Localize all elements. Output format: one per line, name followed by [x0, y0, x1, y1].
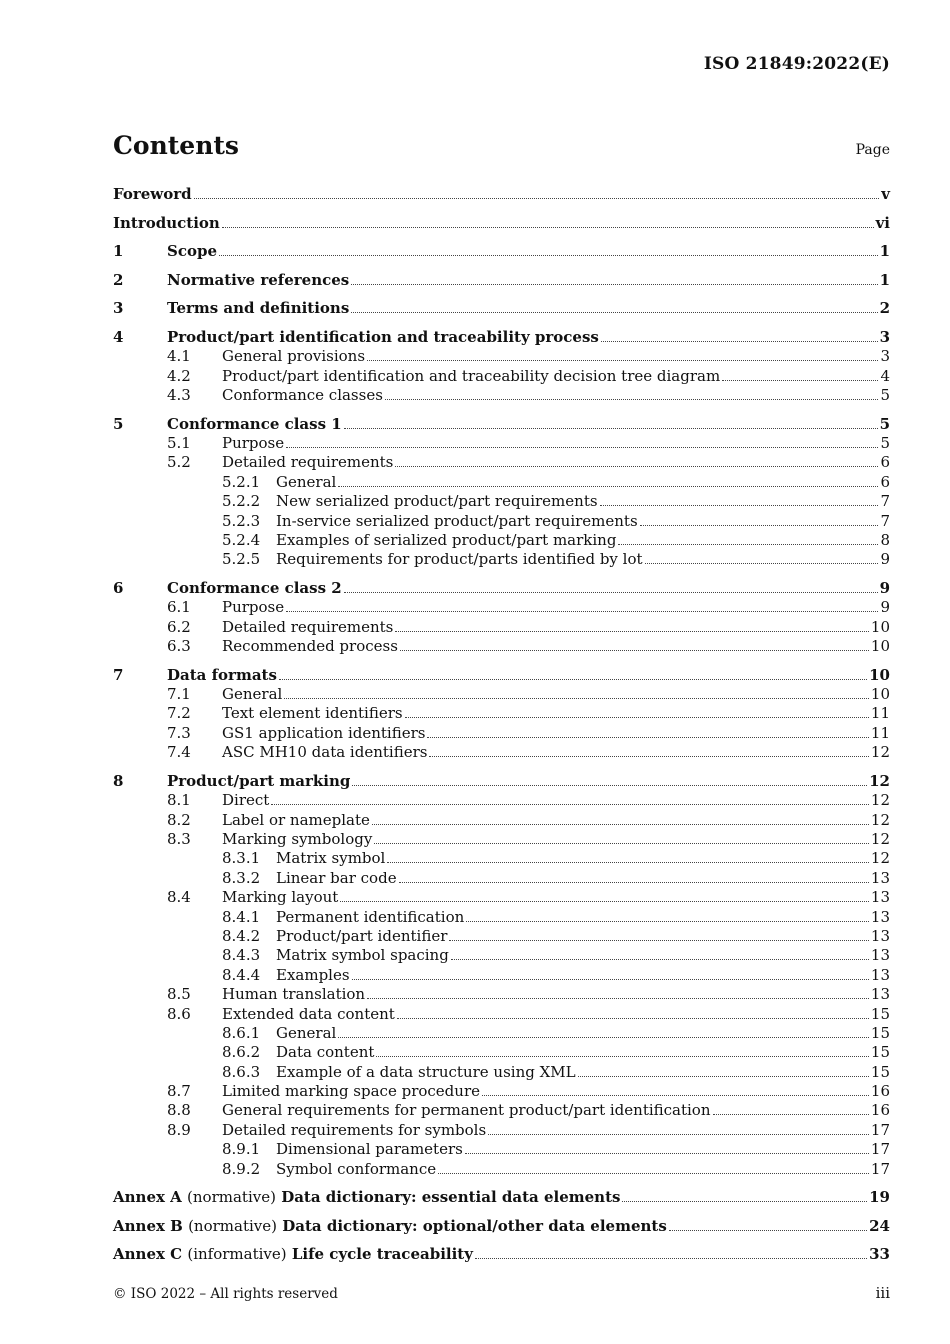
toc-entry-page: 10: [870, 617, 890, 636]
toc-entry-title: Permanent identification: [276, 907, 465, 926]
dot-leader: [488, 1130, 869, 1135]
toc-entry-page: 5: [879, 414, 890, 433]
toc-entry-number: 5: [113, 414, 124, 433]
toc-entry[interactable]: [113, 966, 890, 985]
toc-entry-page: 12: [869, 771, 890, 790]
toc-entry-title: Matrix symbol: [276, 849, 386, 868]
dot-leader: [465, 1149, 869, 1154]
toc-entry-page: vi: [875, 213, 890, 232]
toc-entry-title: Human translation: [222, 985, 366, 1004]
toc-entry[interactable]: [113, 685, 890, 704]
toc-entry-page: 4: [880, 366, 890, 385]
dot-leader: [600, 501, 879, 506]
toc-entry-title: [113, 1188, 620, 1207]
page-column-label: Page: [855, 142, 890, 158]
toc-entry-number: 5.2: [167, 453, 191, 472]
toc-entry-number: 8.9.2: [222, 1159, 261, 1178]
annex-label: Annex B: [113, 1216, 183, 1235]
toc-entry-number: 2: [113, 270, 124, 289]
dot-leader: [367, 356, 878, 361]
toc-entry-title: Marking layout: [222, 888, 339, 907]
dot-leader: [438, 1169, 869, 1174]
toc-entry[interactable]: [113, 1217, 890, 1236]
toc-entry-page: 6: [880, 453, 890, 472]
toc-entry-title: Recommended process: [222, 637, 398, 656]
toc-entry-number: 7.3: [167, 723, 191, 742]
toc-entry[interactable]: [113, 1024, 890, 1043]
dot-leader: [669, 1226, 867, 1231]
toc-entry-number: 7.4: [167, 743, 191, 762]
toc-entry-page: 6: [880, 472, 890, 491]
dot-leader: [352, 975, 869, 980]
toc-entry-page: 12: [870, 810, 890, 829]
toc-entry-page: 13: [870, 985, 890, 1004]
toc-entry-number: 8.4.4: [222, 965, 261, 984]
copyright-notice: © ISO 2022 – All rights reserved: [113, 1286, 338, 1302]
dot-leader: [466, 917, 869, 922]
dot-leader: [722, 376, 878, 381]
toc-entry[interactable]: [113, 908, 890, 927]
annex-type: (informative): [187, 1245, 287, 1264]
toc-entry-page: 2: [879, 299, 890, 318]
toc-entry-number: 8.6.3: [222, 1062, 261, 1081]
toc-entry-title: Matrix symbol spacing: [276, 946, 449, 965]
toc-entry-number: 8.4.3: [222, 946, 261, 965]
annex-label: Annex C: [113, 1245, 183, 1264]
toc-entry-title: Foreword: [113, 185, 192, 203]
toc-entry-title: Purpose: [222, 434, 285, 453]
toc-entry-title: Conformance class 1: [167, 414, 342, 433]
toc-entry-title: Extended data content: [222, 1004, 395, 1023]
toc-entry-page: 13: [870, 926, 890, 945]
toc-entry-page: 8: [880, 530, 890, 549]
toc-entry-title: Conformance classes: [222, 386, 383, 405]
toc-entry-number: 8.6.2: [222, 1043, 261, 1062]
toc-entry-number: 8.1: [167, 791, 191, 810]
toc-entry-page: 12: [870, 743, 890, 762]
dot-leader: [395, 462, 878, 467]
dot-leader: [475, 1254, 867, 1259]
toc-entry[interactable]: [113, 386, 890, 405]
toc-entry-title: Terms and definitions: [167, 299, 350, 318]
toc-entry-title: [113, 1217, 667, 1236]
toc-entry-page: 10: [870, 637, 890, 656]
dot-leader: [374, 839, 869, 844]
toc-entry-title: Examples: [276, 965, 350, 984]
toc-entry-page: 12: [870, 849, 890, 868]
toc-entry[interactable]: [113, 743, 890, 762]
toc-entry[interactable]: [113, 927, 890, 946]
toc-entry-page: 19: [869, 1188, 890, 1207]
dot-leader: [622, 1197, 867, 1202]
toc-entry-page: 9: [880, 550, 890, 569]
toc-entry-number: 5.2.5: [222, 550, 261, 569]
dot-leader: [367, 994, 869, 999]
toc-entry[interactable]: [113, 1043, 890, 1062]
toc-entry-number: 8.3.1: [222, 849, 261, 868]
toc-entry[interactable]: [113, 1101, 890, 1120]
toc-entry-title: Detailed requirements: [222, 617, 394, 636]
toc-entry-title: GS1 application identifiers: [222, 723, 426, 742]
toc-entry-page: 15: [870, 1062, 890, 1081]
toc-entry-title: Product/part identifier: [276, 926, 448, 945]
dot-leader: [286, 443, 878, 448]
toc-entry-title: Product/part marking: [167, 771, 351, 790]
toc-entry-page: 15: [870, 1004, 890, 1023]
toc-entry-page: 9: [879, 578, 890, 597]
toc-entry-title: Data formats: [167, 665, 277, 684]
dot-leader: [286, 607, 878, 612]
dot-leader: [578, 1072, 869, 1077]
toc-entry-title: Marking symbology: [222, 830, 373, 849]
toc-entry-page: 3: [879, 327, 890, 346]
dot-leader: [376, 1052, 869, 1057]
toc-entry-title: Normative references: [167, 270, 350, 289]
toc-entry-page: 7: [880, 492, 890, 511]
toc-entry-number: 8: [113, 771, 124, 790]
dot-leader: [399, 878, 869, 883]
toc-entry-page: 15: [870, 1043, 890, 1062]
toc-entry-title: Product/part identification and traceability process: [167, 327, 599, 346]
dot-leader: [618, 540, 878, 545]
toc-entry-number: 8.3.2: [222, 868, 261, 887]
document-id: ISO 21849:2022(E): [703, 54, 890, 74]
toc-entry-title: Symbol conformance: [276, 1159, 437, 1178]
toc-entry[interactable]: [113, 1082, 890, 1101]
toc-entry[interactable]: [113, 637, 890, 656]
dot-leader: [352, 781, 867, 786]
annex-type: (normative): [187, 1188, 276, 1207]
toc-entry-number: 5.2.3: [222, 511, 261, 530]
toc-entry-number: 8.3: [167, 830, 191, 849]
toc-entry-number: 6: [113, 578, 124, 597]
dot-leader: [344, 588, 878, 593]
toc-entry[interactable]: [113, 367, 890, 386]
toc-entry[interactable]: [113, 598, 890, 617]
dot-leader: [400, 646, 869, 651]
toc-entry-title: Limited marking space procedure: [222, 1082, 480, 1101]
toc-entry-page: 12: [870, 791, 890, 810]
toc-entry[interactable]: [113, 214, 890, 233]
toc-entry-page: 16: [870, 1082, 890, 1101]
dot-leader: [344, 424, 878, 429]
toc-entry-title: General: [222, 685, 283, 704]
toc-entry-page: 7: [880, 511, 890, 530]
toc-entry-title: General: [276, 472, 337, 491]
toc-entry-page: 10: [870, 685, 890, 704]
table-of-contents: [113, 185, 890, 1265]
toc-entry-page: 5: [880, 386, 890, 405]
toc-entry-page: 33: [869, 1245, 890, 1264]
toc-entry[interactable]: [113, 1140, 890, 1159]
annex-title: Life cycle traceability: [291, 1245, 473, 1264]
toc-entry-number: 8.4.1: [222, 907, 261, 926]
toc-entry[interactable]: [113, 704, 890, 723]
toc-entry-title: Linear bar code: [276, 868, 397, 887]
dot-leader: [397, 1014, 869, 1019]
dot-leader: [338, 1033, 869, 1038]
dot-leader: [713, 1110, 869, 1115]
dot-leader: [645, 559, 879, 564]
toc-entry[interactable]: [113, 849, 890, 868]
toc-entry-number: 8.6.1: [222, 1023, 261, 1042]
toc-entry[interactable]: [113, 415, 890, 434]
toc-entry-number: 6.1: [167, 598, 191, 617]
toc-entry-number: 8.7: [167, 1082, 191, 1101]
toc-entry-page: 17: [870, 1140, 890, 1159]
toc-entry-page: 13: [870, 965, 890, 984]
toc-entry[interactable]: [113, 492, 890, 511]
toc-entry-number: 7.1: [167, 685, 191, 704]
toc-entry[interactable]: [113, 473, 890, 492]
toc-entry[interactable]: [113, 985, 890, 1004]
annex-title: Data dictionary: essential data elements: [281, 1188, 621, 1207]
toc-entry[interactable]: [113, 271, 890, 290]
toc-entry[interactable]: [113, 531, 890, 550]
toc-entry-title: Requirements for product/parts identified by lot: [276, 550, 643, 569]
toc-entry[interactable]: [113, 791, 890, 810]
toc-entry-number: 4.1: [167, 347, 191, 366]
toc-entry[interactable]: [113, 579, 890, 598]
toc-entry[interactable]: [113, 830, 890, 849]
toc-entry[interactable]: [113, 666, 890, 685]
toc-entry[interactable]: [113, 946, 890, 965]
toc-entry-title: Scope: [167, 242, 218, 261]
toc-entry-title: Introduction: [113, 213, 220, 232]
toc-entry[interactable]: [113, 1121, 890, 1140]
toc-entry[interactable]: [113, 869, 890, 888]
toc-entry-number: 8.2: [167, 810, 191, 829]
dot-leader: [429, 752, 868, 757]
toc-entry-number: 3: [113, 299, 124, 318]
toc-entry-page: 13: [870, 946, 890, 965]
toc-entry-page: 13: [870, 868, 890, 887]
dot-leader: [222, 223, 874, 228]
toc-entry[interactable]: [113, 1160, 890, 1179]
toc-entry-page: 16: [870, 1101, 890, 1120]
toc-heading: Contents: [113, 131, 240, 160]
toc-entry-title: Conformance class 2: [167, 578, 342, 597]
dot-leader: [340, 897, 869, 902]
toc-entry-number: 7: [113, 665, 124, 684]
toc-entry-title: General provisions: [222, 347, 366, 366]
toc-entry-page: 17: [870, 1159, 890, 1178]
toc-entry[interactable]: [113, 1188, 890, 1207]
toc-entry-title: [113, 1245, 473, 1264]
dot-leader: [395, 627, 869, 632]
toc-entry-page: 11: [870, 723, 890, 742]
toc-entry-title: Example of a data structure using XML: [276, 1062, 576, 1081]
toc-entry-page: 5: [880, 434, 890, 453]
dot-leader: [449, 936, 869, 941]
dot-leader: [640, 521, 879, 526]
dot-leader: [194, 194, 880, 199]
toc-entry-page: 9: [880, 598, 890, 617]
toc-entry[interactable]: [113, 347, 890, 366]
toc-entry-page: 12: [870, 830, 890, 849]
toc-entry-number: 8.8: [167, 1101, 191, 1120]
toc-entry-title: Text element identifiers: [222, 704, 403, 723]
toc-entry-number: 5.2.4: [222, 530, 261, 549]
toc-entry-page: 1: [879, 270, 890, 289]
toc-entry-page: 15: [870, 1023, 890, 1042]
toc-entry[interactable]: [113, 328, 890, 347]
toc-entry-number: 4: [113, 327, 124, 346]
dot-leader: [351, 280, 877, 285]
toc-entry-title: ASC MH10 data identifiers: [222, 743, 428, 762]
toc-entry[interactable]: [113, 811, 890, 830]
dot-leader: [351, 308, 877, 313]
toc-entry-title: General: [276, 1023, 337, 1042]
toc-entry-title: General requirements for permanent product/part identification: [222, 1101, 711, 1120]
toc-entry[interactable]: [113, 618, 890, 637]
toc-entry-title: Dimensional parameters: [276, 1140, 463, 1159]
toc-entry-page: 11: [870, 704, 890, 723]
toc-entry-page: 13: [870, 907, 890, 926]
toc-entry[interactable]: [113, 724, 890, 743]
annex-label: Annex A: [113, 1188, 182, 1207]
toc-entry-page: 13: [870, 888, 890, 907]
toc-entry-title: In-service serialized product/part requirements: [276, 511, 638, 530]
toc-entry-title: Examples of serialized product/part marking: [276, 530, 617, 549]
toc-entry-page: 1: [879, 242, 890, 261]
toc-entry-page: 17: [870, 1120, 890, 1139]
toc-entry-number: 6.2: [167, 617, 191, 636]
toc-entry[interactable]: [113, 242, 890, 261]
toc-entry-title: Detailed requirements for symbols: [222, 1120, 487, 1139]
dot-leader: [279, 675, 867, 680]
dot-leader: [387, 858, 869, 863]
toc-entry-title: Detailed requirements: [222, 453, 394, 472]
page-number: iii: [875, 1284, 890, 1302]
dot-leader: [482, 1091, 869, 1096]
toc-entry-title: Direct: [222, 791, 270, 810]
toc-entry-number: 4.3: [167, 386, 191, 405]
toc-entry-number: 7.2: [167, 704, 191, 723]
toc-entry[interactable]: [113, 453, 890, 472]
toc-entry-number: 8.4: [167, 888, 191, 907]
dot-leader: [451, 955, 869, 960]
dot-leader: [601, 337, 878, 342]
toc-entry[interactable]: [113, 550, 890, 569]
toc-entry-number: 6.3: [167, 637, 191, 656]
dot-leader: [385, 395, 879, 400]
toc-entry-number: 5.2.1: [222, 472, 261, 491]
toc-entry-page: 3: [880, 347, 890, 366]
toc-entry-page: v: [881, 185, 890, 203]
dot-leader: [271, 800, 869, 805]
toc-entry-number: 1: [113, 242, 124, 261]
dot-leader: [427, 733, 868, 738]
toc-entry-number: 8.4.2: [222, 926, 261, 945]
toc-entry-number: 5.1: [167, 434, 191, 453]
toc-entry-number: 8.9.1: [222, 1140, 261, 1159]
toc-entry-title: Label or nameplate: [222, 810, 370, 829]
toc-entry[interactable]: [113, 1005, 890, 1024]
toc-entry[interactable]: [113, 434, 890, 453]
dot-leader: [338, 482, 878, 487]
dot-leader: [284, 694, 869, 699]
toc-entry[interactable]: [113, 299, 890, 318]
annex-type: (normative): [188, 1216, 277, 1235]
toc-entry[interactable]: [113, 772, 890, 791]
toc-entry-number: 4.2: [167, 366, 191, 385]
toc-entry-number: 5.2.2: [222, 492, 261, 511]
dot-leader: [405, 713, 869, 718]
toc-entry[interactable]: [113, 185, 890, 204]
toc-entry[interactable]: [113, 1063, 890, 1082]
toc-entry-title: New serialized product/part requirements: [276, 492, 598, 511]
toc-entry[interactable]: [113, 1245, 890, 1264]
toc-entry-title: Data content: [276, 1043, 375, 1062]
toc-entry[interactable]: [113, 512, 890, 531]
toc-entry-title: Purpose: [222, 598, 285, 617]
dot-leader: [372, 820, 869, 825]
toc-entry-number: 8.5: [167, 985, 191, 1004]
dot-leader: [219, 251, 878, 256]
toc-entry-title: Product/part identification and traceability decision tree diagram: [222, 366, 721, 385]
toc-entry[interactable]: [113, 888, 890, 907]
toc-entry-page: 10: [869, 665, 890, 684]
toc-entry-page: 24: [869, 1216, 890, 1235]
annex-title: Data dictionary: optional/other data elements: [282, 1216, 667, 1235]
toc-entry-number: 8.9: [167, 1120, 191, 1139]
toc-entry-number: 8.6: [167, 1004, 191, 1023]
